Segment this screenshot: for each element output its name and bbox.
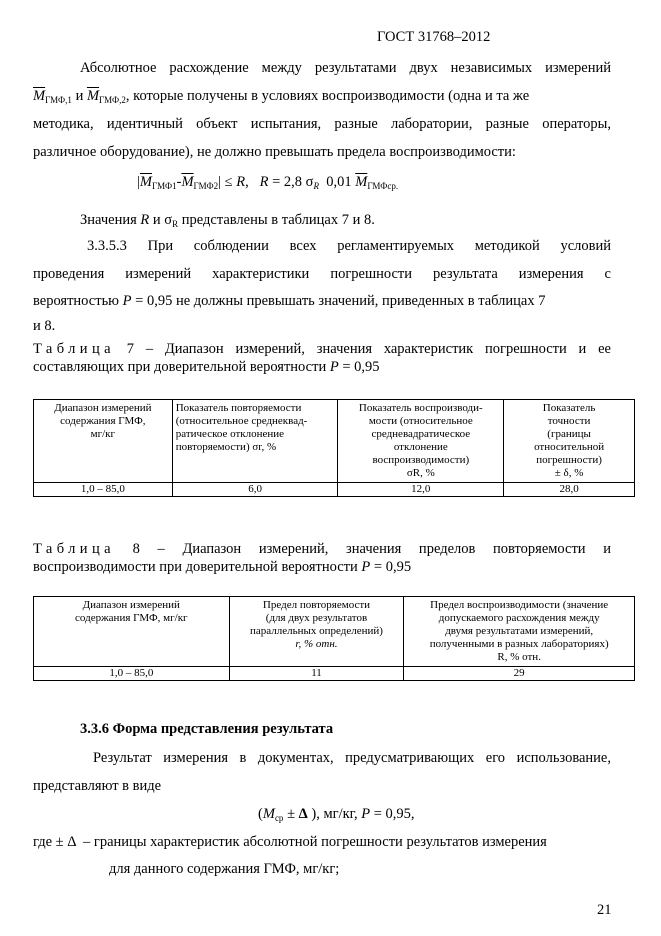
where-line1: где ± Δ – границы характеристик абсолютной погрешности результатов измерения — [33, 834, 547, 850]
para3-line3 — [33, 287, 546, 315]
para1-line2-rest: , которые получены в условиях воспроизводимости (одна и та же — [125, 88, 530, 104]
abs-close-leq: | ≤ — [218, 174, 237, 190]
formula-m-mean: $\overline{M}$ — [355, 174, 368, 190]
table8-cell-range: 1,0 – 85,0 — [34, 667, 230, 681]
result-m: M — [262, 806, 275, 822]
table8-header-row — [34, 597, 635, 667]
table8-cell-reproducibility-limit: 29 — [404, 667, 635, 681]
table7-header-row — [34, 400, 635, 483]
m1-subscript: ГМФ,1 — [45, 95, 72, 105]
standard-header: ГОСТ 31768–2012 — [377, 29, 491, 45]
para2-mid: и σ — [149, 212, 173, 228]
result-m-sub: ср — [274, 813, 284, 823]
page-number: 21 — [597, 902, 612, 918]
m2-symbol: $\overline{M}$ — [86, 88, 100, 104]
paren-open: ( — [258, 806, 263, 822]
result-formula — [258, 800, 415, 828]
para3-line3-post: = 0,95 не должны превышать значений, приведенных в таблицах 7 — [131, 293, 546, 309]
table8-caption-word: Таблица — [33, 541, 115, 557]
para2-pre: Значения — [80, 212, 141, 228]
table7 — [33, 399, 635, 497]
table8-caption-line1 — [33, 540, 611, 558]
table8-caption-line2 — [33, 558, 411, 576]
formula-eq: = 2,8 σ — [268, 174, 314, 190]
delta-symbol: Δ — [298, 806, 308, 822]
formula-m2: $\overline{M}$ — [181, 174, 194, 190]
formula-m1: $\overline{M}$ — [139, 174, 152, 190]
minus-sign: - — [176, 174, 182, 190]
section-line1: Результат измерения в документах, предусматривающих его использование, — [93, 750, 611, 766]
formula-m1-sub: ГМФ1 — [152, 181, 177, 191]
para3-line3-pre: вероятностью — [33, 293, 123, 309]
table8-header-reproducibility-limit: Предел воспроизводимости (значение допускаемого расхождения между двумя результатами измерений, полученными в разных лабораториях) R, % отн. — [404, 597, 635, 667]
formula-r: R — [236, 174, 246, 190]
table8-cell-repeatability-limit: 11 — [229, 667, 404, 681]
abs-open: | — [137, 174, 140, 190]
table7-caption-word: Таблица — [33, 341, 115, 357]
table8-header-repeatability-limit: Предел повторяемости (для двух результатов параллельных определений) r, % отн. — [229, 597, 404, 667]
result-tail: = 0,95, — [370, 806, 415, 822]
table7-caption-line1 — [33, 340, 611, 358]
para1-line4: различное оборудование), не должно превышать предела воспроизводимости: — [33, 144, 516, 160]
table8-header-range: Диапазон измерений содержания ГМФ, мг/кг — [34, 597, 230, 667]
table7-caption-line2 — [33, 358, 380, 376]
table-row — [34, 483, 635, 497]
formula-r2: R — [259, 174, 269, 190]
sigma-sub: R — [313, 181, 319, 191]
m2-subscript: ГМФ,2 — [99, 95, 126, 105]
formula-m2-sub: ГМФ2 — [193, 181, 219, 191]
table7-header-reproducibility: Показатель воспроизводи- мости (относительное средневадратическое отклонение воспроизводимости) σR, % — [338, 400, 504, 483]
table8 — [33, 596, 635, 681]
para1-line1: Абсолютное расхождение между результатами двух независимых измерений — [80, 60, 611, 76]
m1-symbol: $\overline{M}$ — [33, 88, 46, 104]
formula-sep: , — [245, 174, 260, 190]
para3-line4: и 8. — [33, 318, 56, 334]
para3-p: P — [122, 293, 132, 309]
section-heading: 3.3.6 Форма представления результата — [80, 721, 334, 737]
table7-caption-text: 7 – Диапазон измерений, значения характеристик погрешности и ее — [114, 341, 611, 357]
table7-header-accuracy: Показатель точности (границы относительной погрешности) ± δ, % — [504, 400, 635, 483]
table7-cell-reproducibility: 12,0 — [338, 483, 504, 497]
para1-line2 — [33, 82, 529, 110]
table7-caption-post: = 0,95 — [338, 359, 380, 375]
table7-header-range: Диапазон измерений содержания ГМФ, мг/кг — [34, 400, 173, 483]
table7-caption-pre: составляющих при доверительной вероятности — [33, 359, 330, 375]
plus-minus: ± — [283, 806, 299, 822]
and-word: и — [75, 88, 84, 104]
table7-header-repeatability: Показатель повторяемости (относительное среднеквад- ратическое отклонение повторяемости) σr, % — [172, 400, 338, 483]
table7-caption-p: P — [329, 359, 339, 375]
result-units: ), мг/кг, — [307, 806, 362, 822]
table8-caption-p: P — [361, 559, 371, 575]
where-line2: для данного содержания ГМФ, мг/кг; — [109, 861, 340, 877]
para2-post: представлены в таблицах 7 и 8. — [178, 212, 375, 228]
formula-m-mean-sub: ГМФср. — [367, 181, 399, 191]
table-row — [34, 667, 635, 681]
result-p: P — [361, 806, 371, 822]
para3-line1: 3.3.5.3 При соблюдении всех регламентируемых методикой условий — [87, 238, 611, 254]
table8-caption-pre: воспроизводимости при доверительной вероятности — [33, 559, 362, 575]
table7-cell-range: 1,0 – 85,0 — [34, 483, 173, 497]
para2 — [80, 206, 375, 234]
para1-line3: методика, идентичный объект испытания, разные лаборатории, разные операторы, — [33, 116, 611, 132]
section-line2: представляют в виде — [33, 778, 162, 794]
reproducibility-formula — [137, 168, 398, 196]
para3-line2: проведения измерений характеристики погрешности результата измерения с — [33, 266, 611, 282]
table8-caption-text: 8 – Диапазон измерений, значения пределов повторяемости и — [114, 541, 611, 557]
para2-sub: R — [172, 219, 179, 229]
table8-caption-post: = 0,95 — [370, 559, 412, 575]
para2-r: R — [140, 212, 150, 228]
formula-coef: 0,01 — [318, 174, 356, 190]
table7-cell-accuracy: 28,0 — [504, 483, 635, 497]
table7-cell-repeatability: 6,0 — [172, 483, 338, 497]
